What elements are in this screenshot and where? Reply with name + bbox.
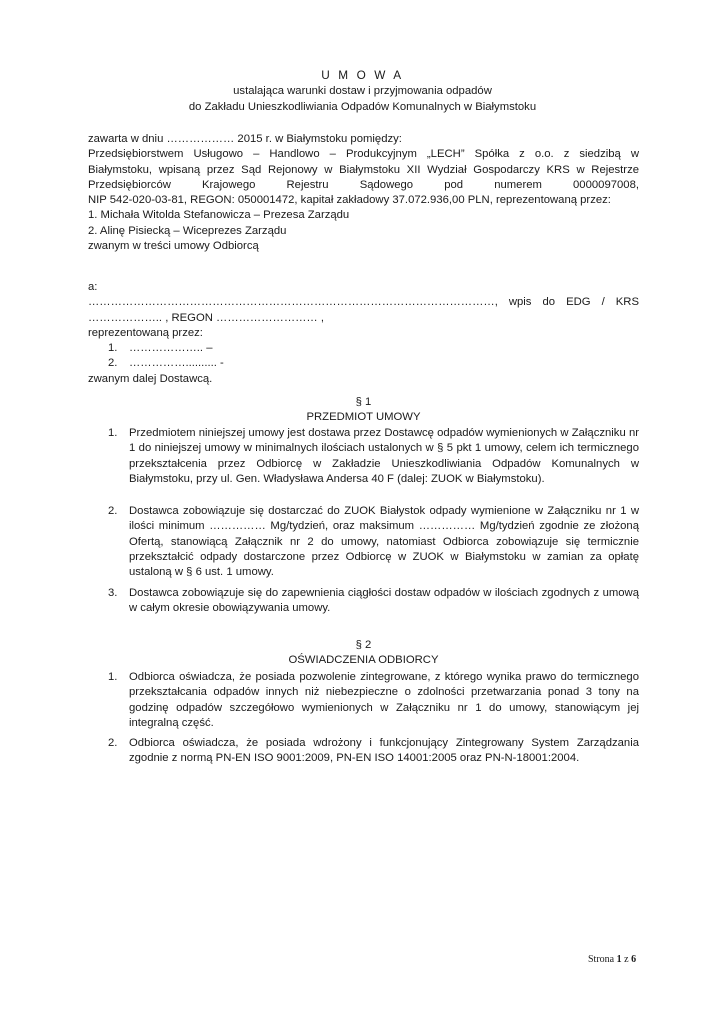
party2-rep-1 bbox=[88, 341, 639, 356]
section-2-heading: OŚWIADCZENIA ODBIORCY bbox=[288, 654, 439, 667]
section-1-item-3-text: Dostawca zobowiązuje się do zapewnienia ciągłości dostaw odpadów w ilościach zgodnych z umową w całym okresie obowiązywania umowy. bbox=[129, 587, 639, 615]
party2-rep-1-text: ……………….. – bbox=[129, 342, 213, 355]
section-2-item-1-text: Odbiorca oświadcza, że posiada pozwolenie zintegrowane, z którego wynika prawo do termicznego przekształcania odpadów innych niż niebezpieczne o zdolności przetwarzania ponad 3 tony na godzinę odpadów szczegółowo wymienionych w Załączniku nr 1 do umowy, stanowiącym jej integralną część. bbox=[129, 671, 639, 729]
party2-rep-1-num: 1. bbox=[108, 342, 118, 355]
document-subtitle-1: ustalająca warunki dostaw i przyjmowania odpadów bbox=[233, 85, 492, 97]
section-1-heading: PRZEDMIOT UMOWY bbox=[306, 411, 421, 424]
document-subtitle-2: do Zakładu Unieszkodliwiania Odpadów Komunalnych w Białymstoku bbox=[188, 101, 537, 113]
section-1-item-3 bbox=[88, 586, 639, 617]
footer-total-pages: 6 bbox=[631, 954, 637, 965]
intro-block bbox=[88, 132, 639, 254]
party2-block bbox=[88, 280, 639, 387]
party2-named-line: zwanym dalej Dostawcą. bbox=[88, 372, 213, 385]
party2-rep-label: reprezentowaną przez: bbox=[88, 326, 203, 339]
party2-rep-2-num: 2. bbox=[108, 357, 118, 370]
document-title: U M O W A bbox=[321, 68, 404, 82]
section-2-item-1-num: 1. bbox=[108, 671, 118, 683]
section-2-list bbox=[88, 670, 639, 767]
section-1-header bbox=[88, 395, 639, 426]
section-1-item-2-num: 2. bbox=[108, 505, 118, 517]
party2-rep-2 bbox=[88, 356, 639, 371]
footer-page-number: 1 bbox=[616, 954, 622, 965]
intro-date-line: zawarta w dniu ……………… 2015 r. w Białymstoku pomiędzy: bbox=[88, 133, 402, 145]
section-2-item-2-num: 2. bbox=[108, 737, 118, 749]
intro-party1-line1: Przedsiębiorstwem Usługowo – Handlowo – Produkcyjnym „LECH” Spółka z o.o. z siedzibą w bbox=[88, 148, 639, 161]
section-1-item-3-num: 3. bbox=[108, 587, 118, 599]
section-1-item-2 bbox=[88, 504, 639, 586]
section-1-sign: § 1 bbox=[355, 396, 372, 408]
intro-representative-1: 1. Michała Witolda Stefanowicza – Prezesa Zarządu bbox=[88, 209, 350, 222]
section-1-item-2-text: Dostawca zobowiązuje się dostarczać do ZUOK Białystok odpady wymienione w Załączniku nr 1 w ilości minimum …………… Mg/tydzień, oraz maksimum …………… Mg/tydzień zgodnie ze złożoną Ofertą, stanowiącą Załącznik nr 2 do umowy, natomiast Odbiorca zobowiązuje się termicznie przekształcić odpady dostarczone przez Odbiorcę w ZUOK w Białymstoku w zamian za opłatę ustaloną w § 6 ust. 1 umowy. bbox=[129, 505, 639, 579]
footer-of: z bbox=[624, 954, 629, 965]
section-2-item-1 bbox=[88, 670, 639, 736]
intro-named-line: zwanym w treści umowy Odbiorcą bbox=[88, 240, 259, 253]
section-1-item-1-num: 1. bbox=[108, 427, 118, 439]
footer-label: Strona bbox=[588, 954, 615, 965]
page-footer bbox=[588, 952, 636, 967]
intro-representative-2: 2. Alinę Pisiecką – Wiceprezes Zarządu bbox=[88, 224, 287, 237]
intro-party1-line3: Przedsiębiorców Krajowego Rejestru Sądowego pod numerem 0000097008, bbox=[88, 178, 639, 191]
party2-line2: ……………….. , REGON ……………………… , bbox=[88, 311, 324, 324]
intro-party1-line2: Białymstoku, wpisaną przez Sąd Rejonowy w Białymstoku XII Wydział Gospodarczy KRS w Rejestrze bbox=[88, 163, 639, 176]
section-2-sign: § 2 bbox=[355, 639, 372, 651]
party2-a-label: a: bbox=[88, 281, 98, 293]
section-1-item-1-text: Przedmiotem niniejszej umowy jest dostawa przez Dostawcę odpadów wymienionych w Załączniku nr 1 do niniejszej umowy w minimalnych ilościach ustalonych w § 5 pkt 1 umowy, celem ich termicznego przekształcenia przez Odbiorcę w Zakładzie Unieszkodliwiania Odpadów Komunalnych w Białymstoku, przy ul. Gen. Władysława Andersa 40 F (dalej: ZUOK w Białymstoku). bbox=[129, 427, 639, 485]
party2-rep-2-text: …………….......... - bbox=[129, 357, 224, 370]
party2-line1: ………………………………………………………………………………………………, wpis do EDG / KRS bbox=[88, 296, 639, 309]
intro-party1-line4: NIP 542-020-03-81, REGON: 050001472, kapitał zakładowy 37.072.936,00 PLN, reprezentowaną przez: bbox=[88, 194, 611, 207]
section-1-item-1 bbox=[88, 426, 639, 504]
section-2-item-2 bbox=[88, 736, 639, 767]
section-1-list bbox=[88, 426, 639, 617]
section-2-header bbox=[88, 638, 639, 669]
section-2-item-2-text: Odbiorca oświadcza, że posiada wdrożony i funkcjonujący Zintegrowany System Zarządzania zgodnie z normą PN-EN ISO 9001:2009, PN-EN ISO 14001:2005 oraz PN-N-18001:2004. bbox=[129, 737, 639, 765]
